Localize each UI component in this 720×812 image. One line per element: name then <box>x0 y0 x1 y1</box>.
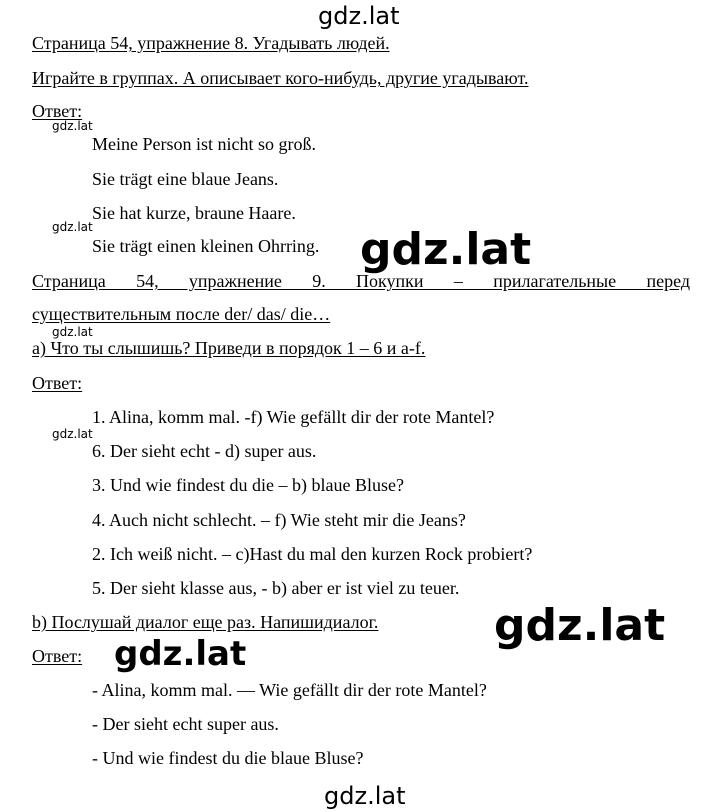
exercise9-a-line-4: 4. Auch nicht schlecht. – f) Wie steht mir die Jeans? <box>92 510 466 530</box>
exercise8-heading: Страница 54, упражнение 8. Угадывать людей. <box>32 33 390 53</box>
exercise9-b-line-3: - Und wie findest du die blaue Bluse? <box>92 748 364 768</box>
exercise8-line-1: Meine Person ist nicht so groß. <box>92 134 316 154</box>
exercise8-line-4: Sie trägt einen kleinen Ohrring. <box>92 236 320 256</box>
exercise9-b-line-2: - Der sieht echt super aus. <box>92 714 279 734</box>
exercise9-task-a: a) Что ты слышишь? Приведи в порядок 1 – 6 и a-f. <box>32 338 426 358</box>
exercise8-line-2: Sie trägt eine blaue Jeans. <box>92 169 279 189</box>
watermark-top: gdz.lat <box>318 2 400 30</box>
watermark-big-1: gdz.lat <box>360 224 532 275</box>
exercise9-heading-continued: существительным после der/ das/ die… <box>32 304 331 324</box>
exercise8-line-3: Sie hat kurze, braune Haare. <box>92 203 296 223</box>
watermark-big-2: gdz.lat <box>494 600 666 651</box>
exercise9-a-line-5: 2. Ich weiß nicht. – c)Hast du mal den kurzen Rock probiert? <box>92 544 533 564</box>
watermark-small: gdz.lat <box>52 220 93 234</box>
exercise8-task: Играйте в группах. А описывает кого-нибудь, другие угадывают. <box>32 68 529 88</box>
watermark-small: gdz.lat <box>52 427 93 441</box>
exercise8-answer-label: Ответ: <box>32 101 83 121</box>
exercise9-heading: Страница 54, упражнение 9. Покупки – прилагательные перед <box>32 271 690 291</box>
exercise9-a-line-1: 1. Alina, komm mal. -f) Wie gefällt dir der rote Mantel? <box>92 407 495 427</box>
exercise9-task-b: b) Послушай диалог еще раз. Напишидиалог. <box>32 612 379 632</box>
exercise9-a-line-6: 5. Der sieht klasse aus, - b) aber er ist viel zu teuer. <box>92 578 460 598</box>
watermark-bottom: gdz.lat <box>324 782 406 810</box>
exercise9-answer-label-b: Ответ: <box>32 646 83 666</box>
watermark-big-3: gdz.lat <box>114 634 247 674</box>
watermark-small: gdz.lat <box>52 325 93 339</box>
watermark-small: gdz.lat <box>52 119 93 133</box>
exercise9-a-line-2: 6. Der sieht echt - d) super aus. <box>92 441 317 461</box>
exercise9-a-line-3: 3. Und wie findest du die – b) blaue Bluse? <box>92 475 404 495</box>
exercise9-answer-label-a: Ответ: <box>32 373 83 393</box>
exercise9-b-line-1: - Alina, komm mal. — Wie gefällt dir der rote Mantel? <box>92 680 487 700</box>
